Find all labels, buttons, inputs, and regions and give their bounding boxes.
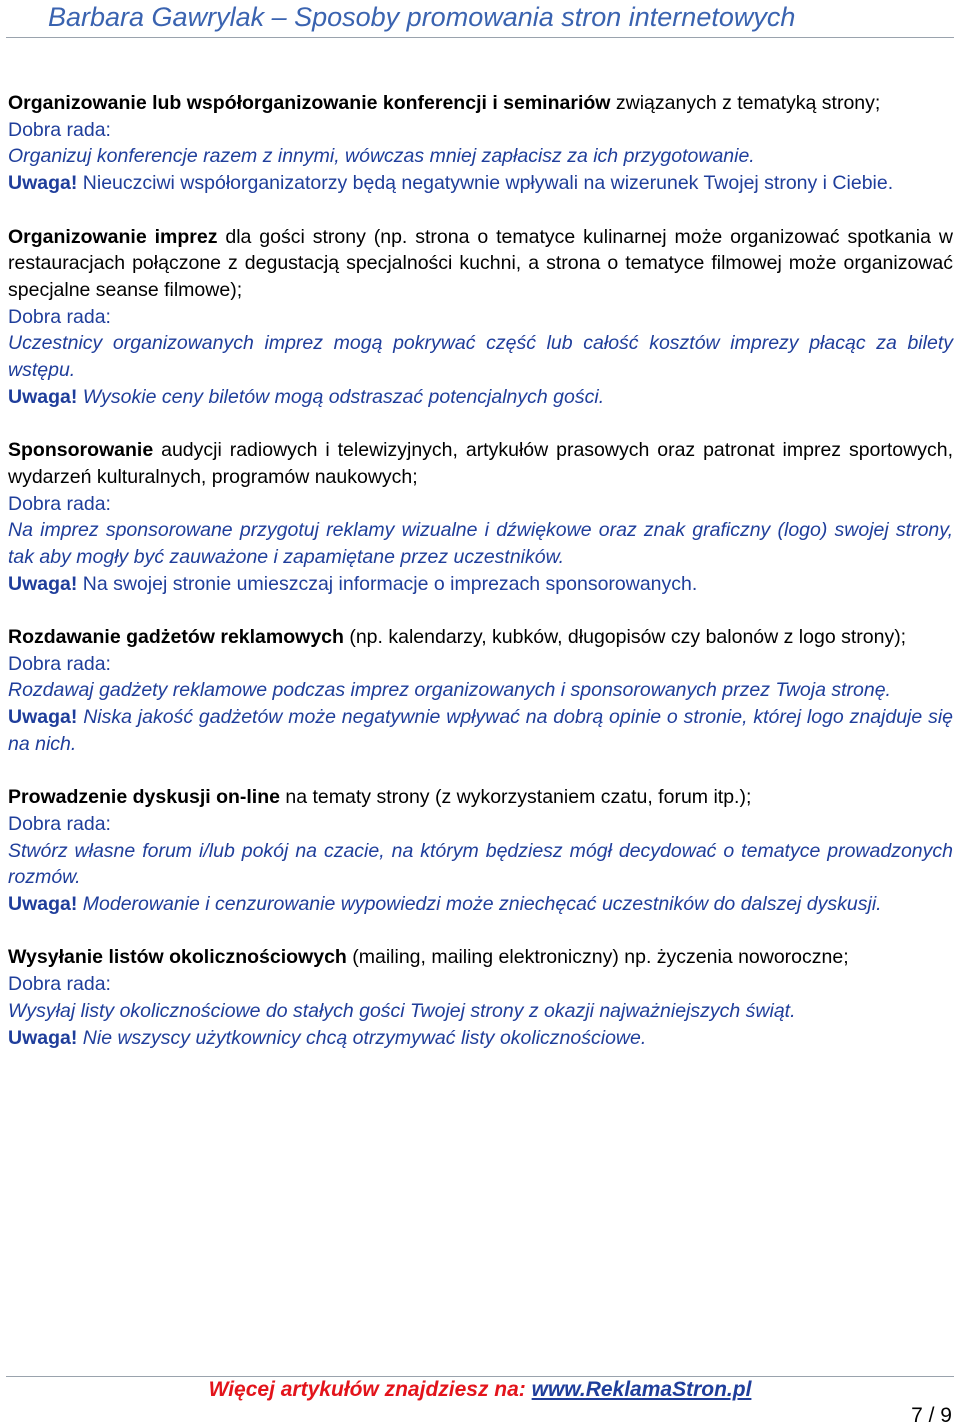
section-heading — [8, 90, 953, 117]
warning-text: Nie wszyscy użytkownicy chcą otrzymywać listy okolicznościowe. — [77, 1026, 647, 1049]
advice-label: Dobra rada: — [8, 305, 111, 328]
warning-label: Uwaga! — [8, 172, 78, 195]
advice-text: Uczestnicy organizowanych imprez mogą pokrywać część lub całość kosztów imprezy płacąc za bilety wstępu. — [8, 332, 953, 382]
footer-divider — [6, 1376, 954, 1377]
header-divider — [6, 37, 954, 38]
section-letters — [8, 944, 953, 1051]
page-header-title: Barbara Gawrylak – Sposoby promowania stron internetowych — [48, 2, 796, 32]
heading-bold: Organizowanie lub współorganizowanie konferencji i seminariów — [8, 92, 611, 114]
heading-rest: audycji radiowych i telewizyjnych, artykułów prasowych oraz patronat imprez sportowych, wydarzeń kulturalnych, programów naukowych; — [8, 439, 953, 488]
advice-text: Stwórz własne forum i/lub pokój na czacie, na którym będziesz mógł decydować o tematyce prowadzonych rozmów. — [8, 839, 953, 889]
advice-label: Dobra rada: — [8, 652, 111, 675]
advice-text: Organizuj konferencje razem z innymi, wówczas mniej zapłacisz za ich przygotowanie. — [8, 145, 755, 168]
warning-text: Moderowanie i cenzurowanie wypowiedzi może zniechęcać uczestników do dalszej dyskusji. — [77, 893, 882, 916]
heading-rest: (np. kalendarzy, kubków, długopisów czy balonów z logo strony); — [343, 626, 907, 649]
footer-prefix: Więcej artykułów znajdziesz na: — [208, 1378, 532, 1401]
advice-text: Na imprez sponsorowane przygotuj reklamy wizualne i dźwiękowe oraz znak graficzny (logo) swojej strony, tak aby mogły być zauważone i zapamiętane przez uczestników. — [8, 519, 953, 568]
warning-text: Nieuczciwi współorganizatorzy będą negatywnie wpływali na wizerunek Twojej strony i Ciebie. — [77, 172, 894, 195]
advice-text: Wysyłaj listy okolicznościowe do stałych gości Twojej strony z okazji najważniejszych świąt. — [8, 999, 796, 1022]
section-sponsoring — [8, 437, 953, 597]
section-discussions — [8, 784, 953, 918]
section-heading — [8, 224, 953, 304]
warning-label: Uwaga! — [8, 706, 78, 729]
section-heading — [8, 944, 953, 971]
section-heading — [8, 437, 953, 490]
heading-rest: (mailing, mailing elektroniczny) np. życzenia noworoczne; — [346, 946, 849, 969]
section-gadgets — [8, 624, 953, 758]
advice-label: Dobra rada: — [8, 492, 111, 515]
advice-label: Dobra rada: — [8, 118, 111, 141]
advice-label: Dobra rada: — [8, 973, 111, 996]
heading-rest: na tematy strony (z wykorzystaniem czatu, forum itp.); — [279, 786, 752, 809]
heading-bold: Organizowanie imprez — [8, 225, 218, 248]
section-events — [8, 224, 953, 411]
heading-rest: związanych z tematyką strony; — [610, 92, 881, 114]
warning-text: Niska jakość gadżetów może negatywnie wpływać na dobrą opinie o stronie, której logo znajduje się na nich. — [8, 706, 953, 755]
warning-label: Uwaga! — [8, 572, 78, 595]
page-number: 7 / 9 — [911, 1404, 952, 1427]
warning-label: Uwaga! — [8, 385, 78, 408]
section-heading — [8, 784, 953, 811]
footer — [0, 1378, 960, 1402]
warning-label: Uwaga! — [8, 893, 78, 916]
heading-rest: dla gości strony (np. strona o tematyce kulinarnej może organizować spotkania w restauracjach połączone z degustacją specjalności kuchni, a strona o tematyce filmowej może organizować specjalne seanse filmowe); — [8, 225, 953, 301]
heading-bold: Rozdawanie gadżetów reklamowych — [8, 626, 344, 649]
heading-bold: Sponsorowanie — [8, 439, 154, 462]
warning-text: Na swojej stronie umieszczaj informacje o imprezach sponsorowanych. — [77, 572, 698, 595]
heading-bold: Prowadzenie dyskusji on-line — [8, 786, 280, 809]
warning-label: Uwaga! — [8, 1026, 78, 1049]
footer-site-link[interactable]: www.ReklamaStron.pl — [531, 1378, 752, 1401]
section-conferences — [8, 90, 953, 197]
section-heading — [8, 624, 953, 651]
article-body — [8, 90, 953, 1078]
advice-text: Rozdawaj gadżety reklamowe podczas imprez organizowanych i sponsorowanych przez Twoja stronę. — [8, 679, 891, 702]
advice-label: Dobra rada: — [8, 812, 111, 835]
heading-bold: Wysyłanie listów okolicznościowych — [8, 946, 347, 969]
warning-text: Wysokie ceny biletów mogą odstraszać potencjalnych gości. — [77, 385, 605, 408]
